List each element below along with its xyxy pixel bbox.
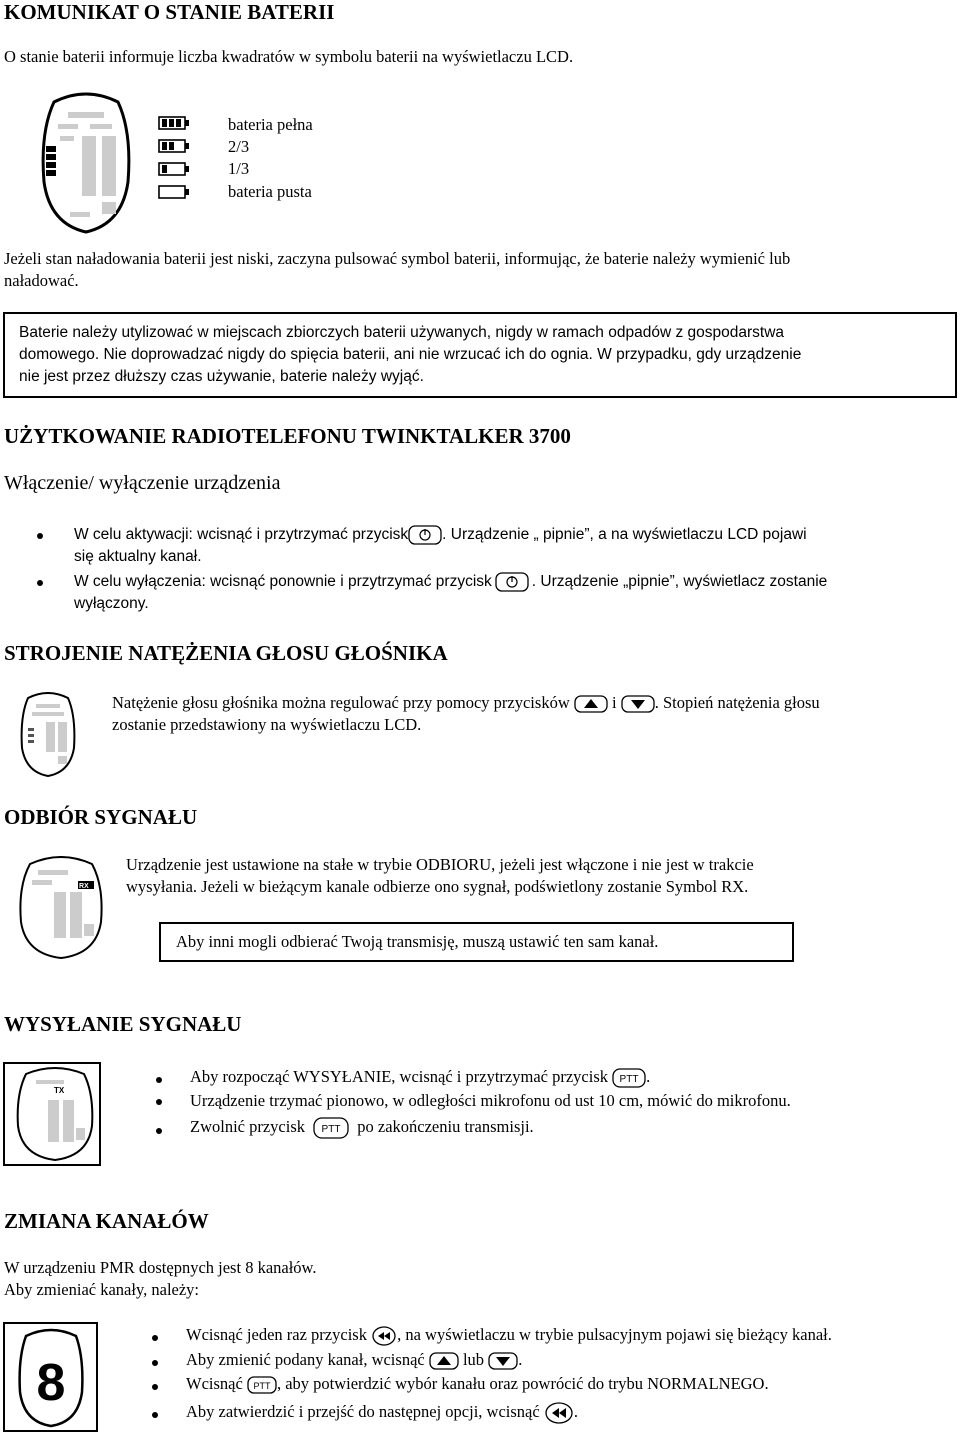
down-arrow-button-icon (488, 1352, 518, 1370)
rx-indicator: RX (79, 883, 89, 890)
usage-subtitle: Włączenie/ wyłączenie urządzenia (4, 472, 281, 494)
bullet (37, 533, 43, 539)
up-arrow-button-icon (429, 1352, 459, 1370)
send-title: WYSYŁANIE SYGNAŁU (4, 1012, 242, 1036)
battery-level-two-thirds: 2/3 (228, 137, 250, 156)
send-instruction-3: Zwolnić przycisk PTT po zakończeniu transmisji. (190, 1116, 534, 1139)
receive-note: Aby inni mogli odbierać Twoją transmisję, muszą ustawić ten sam kanał. (176, 932, 659, 951)
channel-digit: 8 (36, 1354, 66, 1412)
svg-text:PTT: PTT (619, 1074, 639, 1086)
down-arrow-button-icon (621, 695, 655, 713)
battery-low-warning: Jeżeli stan naładowania baterii jest niski, zaczyna pulsować symbol baterii, informując, że baterie należy wymienić lub naładować. (4, 249, 791, 290)
battery-level-one-third: 1/3 (228, 159, 250, 178)
channels-title: ZMIANA KANAŁÓW (4, 1209, 209, 1233)
bullet (152, 1335, 158, 1341)
battery-intro: O stanie baterii informuje liczba kwadratów w symbolu baterii na wyświetlaczu LCD. (4, 47, 574, 66)
volume-title: STROJENIE NATĘŻENIA GŁOSU GŁOŚNIKA (4, 641, 448, 665)
receive-text: Urządzenie jest ustawione na stałe w trybie ODBIORU, jeżeli jest włączone i nie jest w trakcie wysyłania. Jeżeli w bieżącym kanale odbierze ono sygnał, podświetlony zostanie Symbol RX. (126, 855, 754, 896)
power-off-instruction: W celu wyłączenia: wcisnąć ponownie i przytrzymać przycisk . Urządzenie „pipnie”, wyświetlacz zostanie wyłączony. (74, 573, 828, 612)
battery-level-full: bateria pełna (228, 115, 313, 134)
battery-disposal-text: Baterie należy utylizować w miejscach zbiorczych baterii używanych, nigdy w ramach odpadów z gospodarstwa domowego. Nie doprowadzać nigdy do spięcia baterii, ani nie wrzucać ich do ognia. W przypadku, gdy urządzenie nie jest przez dłuższy czas używanie, baterie należy wyjąć. (19, 324, 802, 385)
svg-text:PTT: PTT (253, 1381, 271, 1392)
battery-icon (158, 185, 190, 199)
receive-title: ODBIÓR SYGNAŁU (4, 805, 198, 829)
battery-icon (158, 162, 190, 176)
menu-button-icon (544, 1401, 574, 1425)
power-on-instruction: W celu aktywacji: wcisnąć i przytrzymać przycisk . Urządzenie „ pipnie”, a na wyświetlaczu LCD pojawi się aktualny kanał. (74, 526, 807, 565)
bullet (156, 1077, 162, 1083)
channel-instruction-4: Aby zatwierdzić i przejść do następnej opcji, wcisnąć . (186, 1401, 578, 1425)
battery-level-empty: bateria pusta (228, 182, 312, 201)
channel-instruction-1: Wcisnąć jeden raz przycisk , na wyświetlaczu w trybie pulsacyjnym pojawi się bieżący kanał. (186, 1324, 832, 1347)
power-button-icon (492, 572, 532, 592)
svg-text:PTT: PTT (321, 1124, 341, 1136)
bullet (156, 1099, 162, 1105)
battery-icon (158, 139, 190, 153)
volume-text: Natężenie głosu głośnika można regulować przy pomocy przycisków i . Stopień natężenia głosu zostanie przedstawiony na wyświetlaczu LCD. (112, 693, 820, 734)
bullet (37, 580, 43, 586)
channel-instruction-3: Wcisnąć PTT , aby potwierdzić wybór kanału oraz powrócić do trybu NORMALNEGO. (186, 1374, 769, 1393)
lcd-display-icon (18, 1328, 84, 1428)
lcd-display-icon (16, 1066, 94, 1162)
bullet (152, 1412, 158, 1418)
channel-instruction-2: Aby zmienić podany kanał, wcisnąć lub . (186, 1350, 523, 1369)
bullet (152, 1360, 158, 1366)
bullet (156, 1128, 162, 1134)
ptt-button-icon (612, 1068, 646, 1088)
usage-title: UŻYTKOWANIE RADIOTELEFONU TWINKTALKER 3700 (4, 424, 571, 448)
lcd-display-icon (20, 692, 76, 778)
ptt-button-icon (309, 1117, 353, 1139)
send-instruction-2: Urządzenie trzymać pionowo, w odległości mikrofonu od ust 10 cm, mówić do mikrofonu. (190, 1091, 791, 1110)
send-instruction-1: Aby rozpocząć WYSYŁANIE, wcisnąć i przytrzymać przycisk PTT . (190, 1066, 650, 1088)
lcd-display-icon (40, 92, 132, 234)
battery-title: KOMUNIKAT O STANIE BATERII (4, 0, 335, 24)
tx-indicator: TX (54, 1086, 65, 1095)
menu-button-icon (371, 1325, 397, 1347)
ptt-button-icon (247, 1376, 277, 1394)
lcd-display-icon (18, 856, 104, 960)
channels-intro: W urządzeniu PMR dostępnych jest 8 kanałów. Aby zmieniać kanały, należy: (4, 1258, 317, 1299)
bullet (152, 1384, 158, 1390)
power-button-icon (408, 525, 442, 545)
battery-icon (158, 116, 190, 130)
up-arrow-button-icon (574, 695, 608, 713)
